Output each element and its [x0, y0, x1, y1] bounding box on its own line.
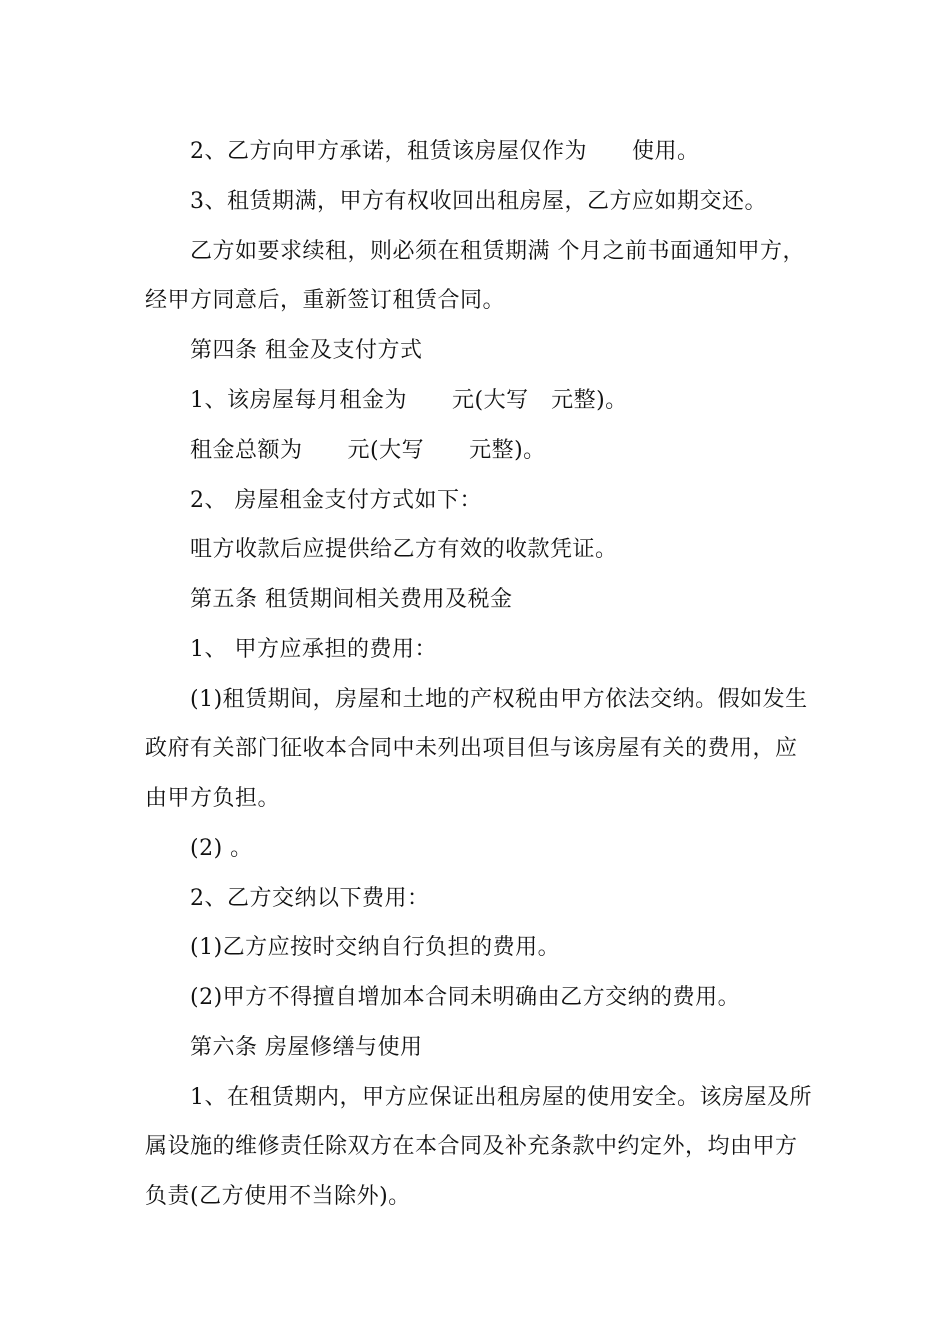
- clause-4-item-1: 1、该房屋每月租金为 元(大写 元整)。: [190, 388, 628, 413]
- renewal-paragraph-line-1: 乙方如要求续租，则必须在租赁期满 个月之前书面通知甲方，: [190, 239, 805, 264]
- total-rent-line: 租金总额为 元(大写 元整)。: [190, 438, 546, 463]
- clause-6-item-1-line-2: 属设施的维修责任除双方在本合同及补充条款中约定外，均由甲方: [145, 1134, 798, 1159]
- renewal-paragraph-line-2: 经甲方同意后，重新签订租赁合同。: [145, 288, 506, 313]
- clause-4-item-2: 2、 房屋租金支付方式如下：: [190, 488, 482, 513]
- clause-5-item-2-sub-2: (2)甲方不得擅自增加本合同未明确由乙方交纳的费用。: [190, 985, 741, 1010]
- clause-5-item-2: 2、乙方交纳以下费用：: [190, 886, 430, 911]
- clause-3-item-2: 2、乙方向甲方承诺，租赁该房屋仅作为 使用。: [190, 139, 700, 164]
- receipt-line: 咀方收款后应提供给乙方有效的收款凭证。: [190, 537, 618, 562]
- clause-3-item-3: 3、租赁期满，甲方有权收回出租房屋，乙方应如期交还。: [190, 189, 767, 214]
- clause-6-item-1-line-3: 负责(乙方使用不当除外)。: [145, 1184, 411, 1209]
- clause-5-heading: 第五条 租赁期间相关费用及税金: [190, 587, 513, 612]
- clause-6-heading: 第六条 房屋修缮与使用: [190, 1035, 423, 1060]
- clause-5-sub-1-line-2: 政府有关部门征收本合同中未列出项目但与该房屋有关的费用，应: [145, 736, 798, 761]
- clause-6-item-1-line-1: 1、在租赁期内，甲方应保证出租房屋的使用安全。该房屋及所: [190, 1085, 812, 1110]
- clause-5-sub-1-line-1: (1)租赁期间，房屋和土地的产权税由甲方依法交纳。假如发生: [190, 687, 808, 712]
- clause-5-item-1: 1、 甲方应承担的费用：: [190, 637, 437, 662]
- clause-5-sub-2: (2) 。: [190, 836, 253, 861]
- clause-5-item-2-sub-1: (1)乙方应按时交纳自行负担的费用。: [190, 935, 561, 960]
- clause-5-sub-1-line-3: 由甲方负担。: [145, 786, 281, 811]
- clause-4-heading: 第四条 租金及支付方式: [190, 338, 423, 363]
